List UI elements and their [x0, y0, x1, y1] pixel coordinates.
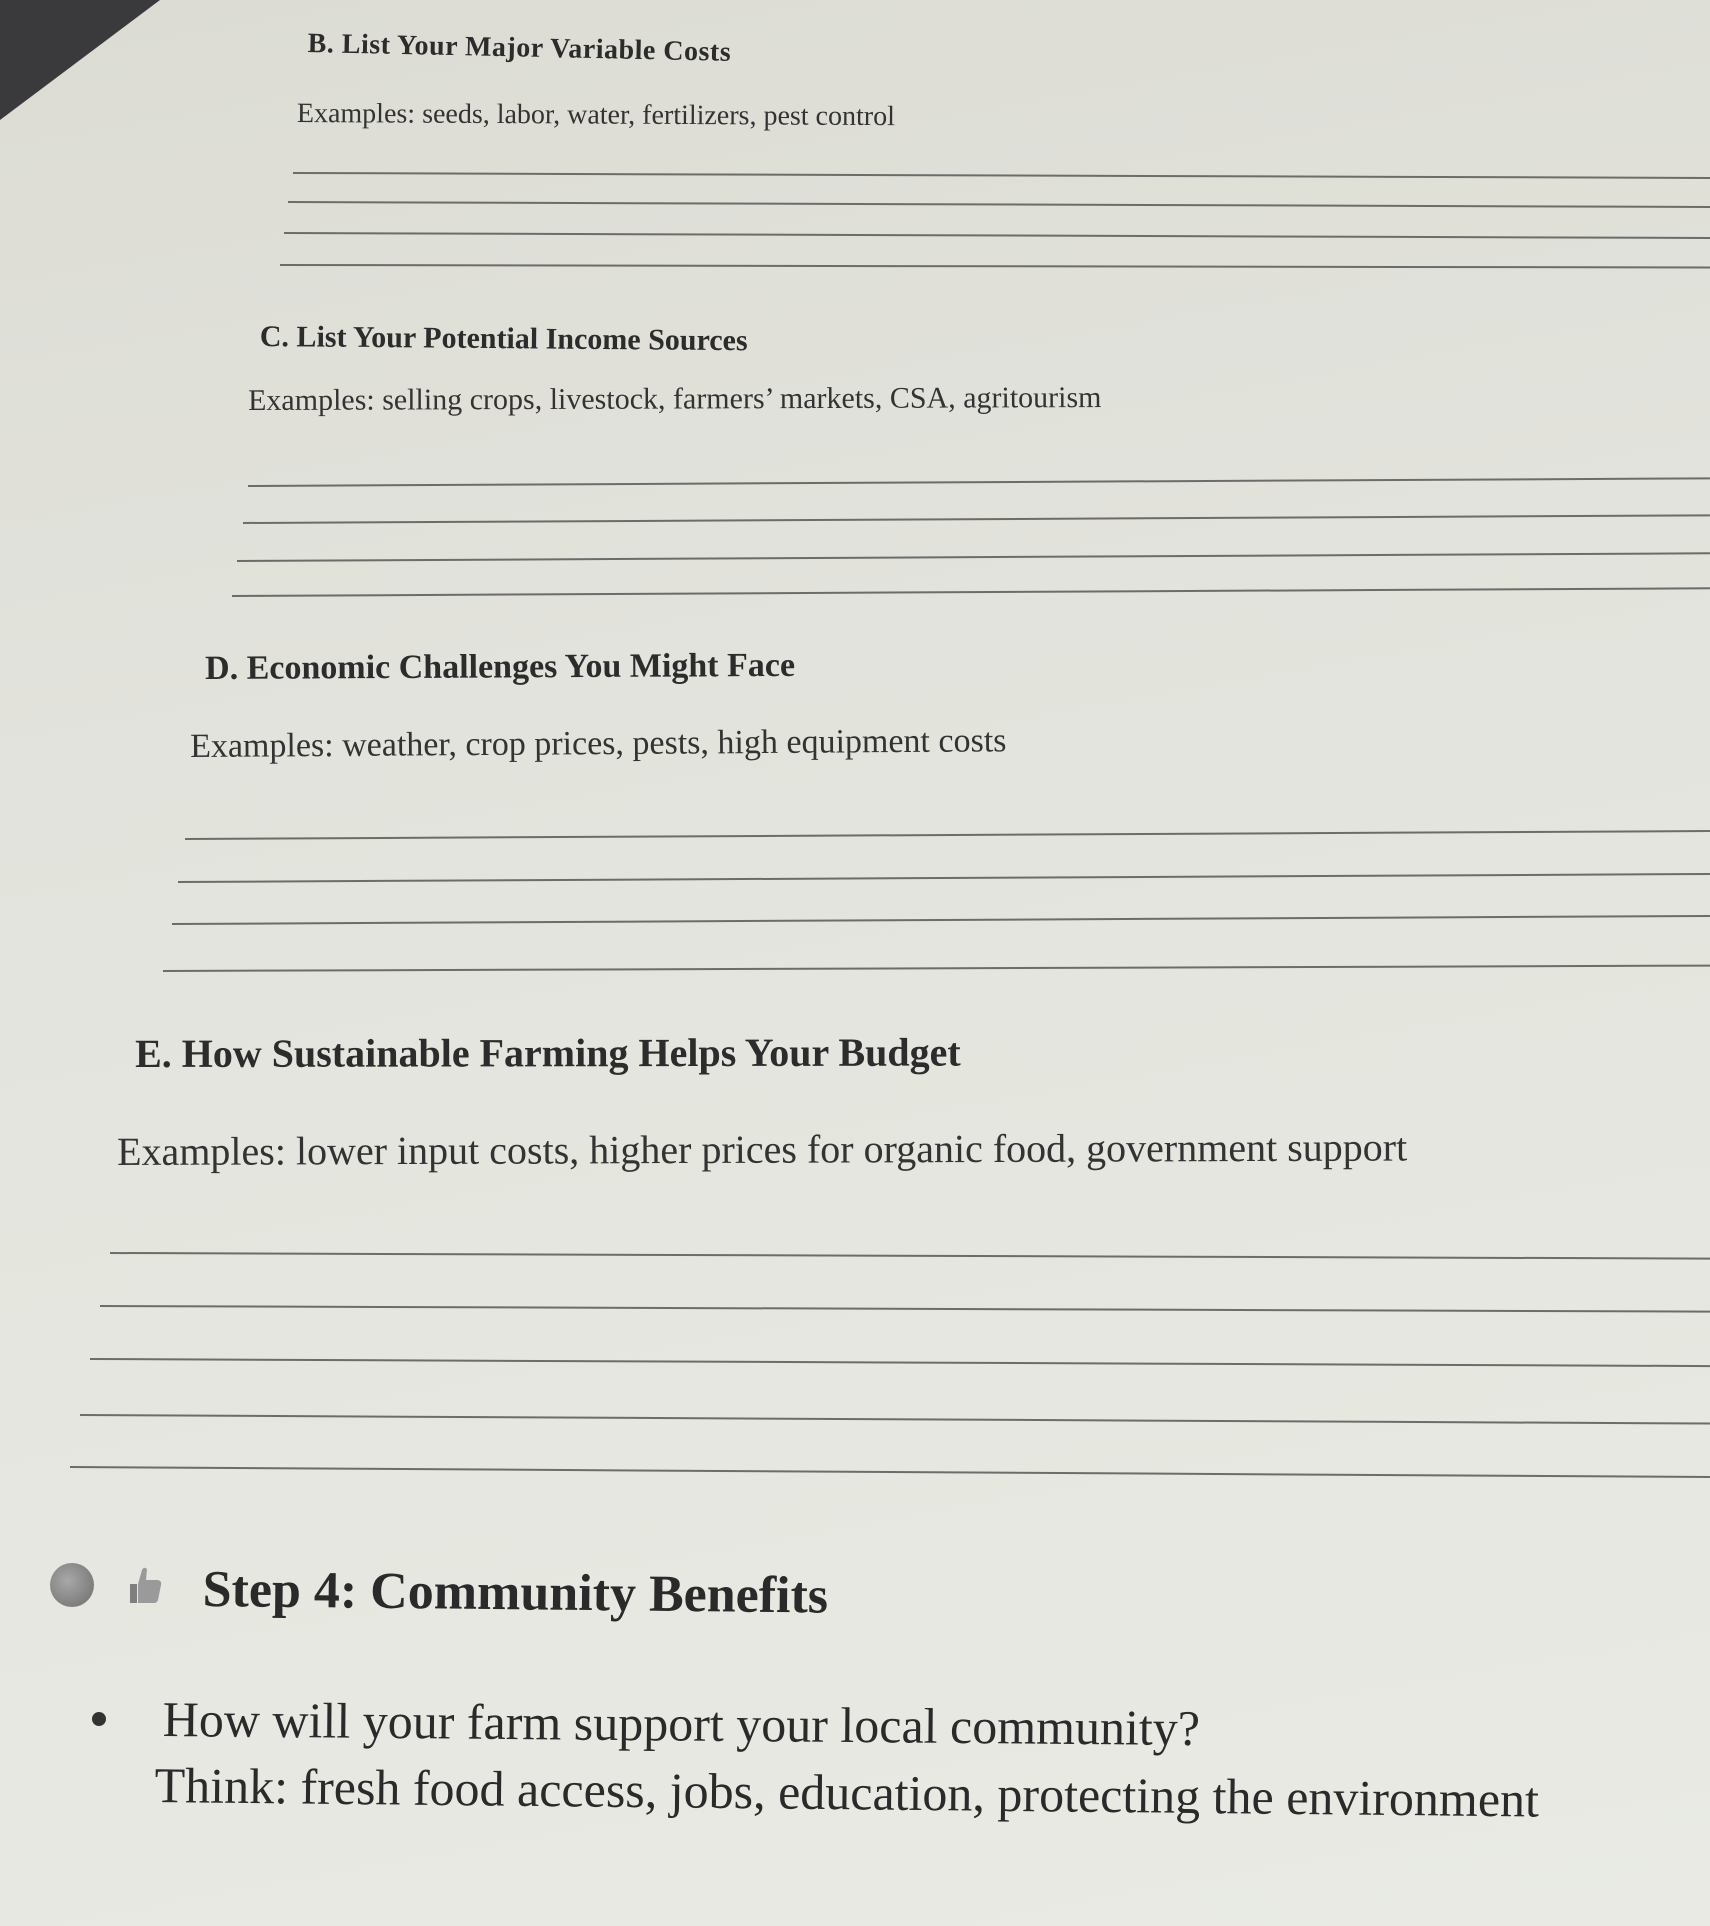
answer-line[interactable] — [90, 1358, 1710, 1367]
section-e-heading: E. How Sustainable Farming Helps Your Budget — [135, 1029, 961, 1076]
step-4-title: Step 4: Community Benefits — [202, 1561, 829, 1625]
answer-line[interactable] — [70, 1466, 1710, 1478]
answer-line[interactable] — [100, 1305, 1710, 1313]
answer-line[interactable] — [293, 172, 1710, 179]
circle-icon — [50, 1563, 94, 1607]
answer-line[interactable] — [80, 1414, 1710, 1425]
answer-line[interactable] — [248, 477, 1710, 487]
answer-line[interactable] — [280, 264, 1710, 268]
think-prompt: Think: fresh food access, jobs, education, protecting the environment — [154, 1757, 1540, 1828]
section-c-examples: Examples: selling crops, livestock, farmers’ markets, CSA, agritourism — [248, 381, 1102, 417]
section-b-examples: Examples: seeds, labor, water, fertilizers, pest control — [296, 98, 895, 133]
answer-line[interactable] — [185, 830, 1710, 840]
section-c-heading: C. List Your Potential Income Sources — [259, 320, 748, 358]
answer-line[interactable] — [284, 232, 1710, 239]
answer-line[interactable] — [163, 965, 1710, 972]
answer-line[interactable] — [243, 514, 1710, 524]
answer-line[interactable] — [288, 201, 1710, 208]
section-d-heading: D. Economic Challenges You Might Face — [205, 646, 796, 687]
section-d-examples: Examples: weather, crop prices, pests, high equipment costs — [190, 722, 1007, 765]
community-question: How will your farm support your local community? — [162, 1691, 1201, 1757]
answer-line[interactable] — [178, 873, 1710, 883]
answer-line[interactable] — [237, 552, 1710, 562]
section-e-examples: Examples: lower input costs, higher prices for organic food, government support — [117, 1124, 1408, 1174]
answer-line[interactable] — [232, 587, 1710, 597]
answer-line[interactable] — [172, 915, 1710, 925]
thumbs-up-icon — [128, 1566, 164, 1606]
answer-line[interactable] — [110, 1252, 1710, 1260]
bullet-icon — [92, 1712, 106, 1726]
section-b-heading: B. List Your Major Variable Costs — [307, 28, 732, 68]
